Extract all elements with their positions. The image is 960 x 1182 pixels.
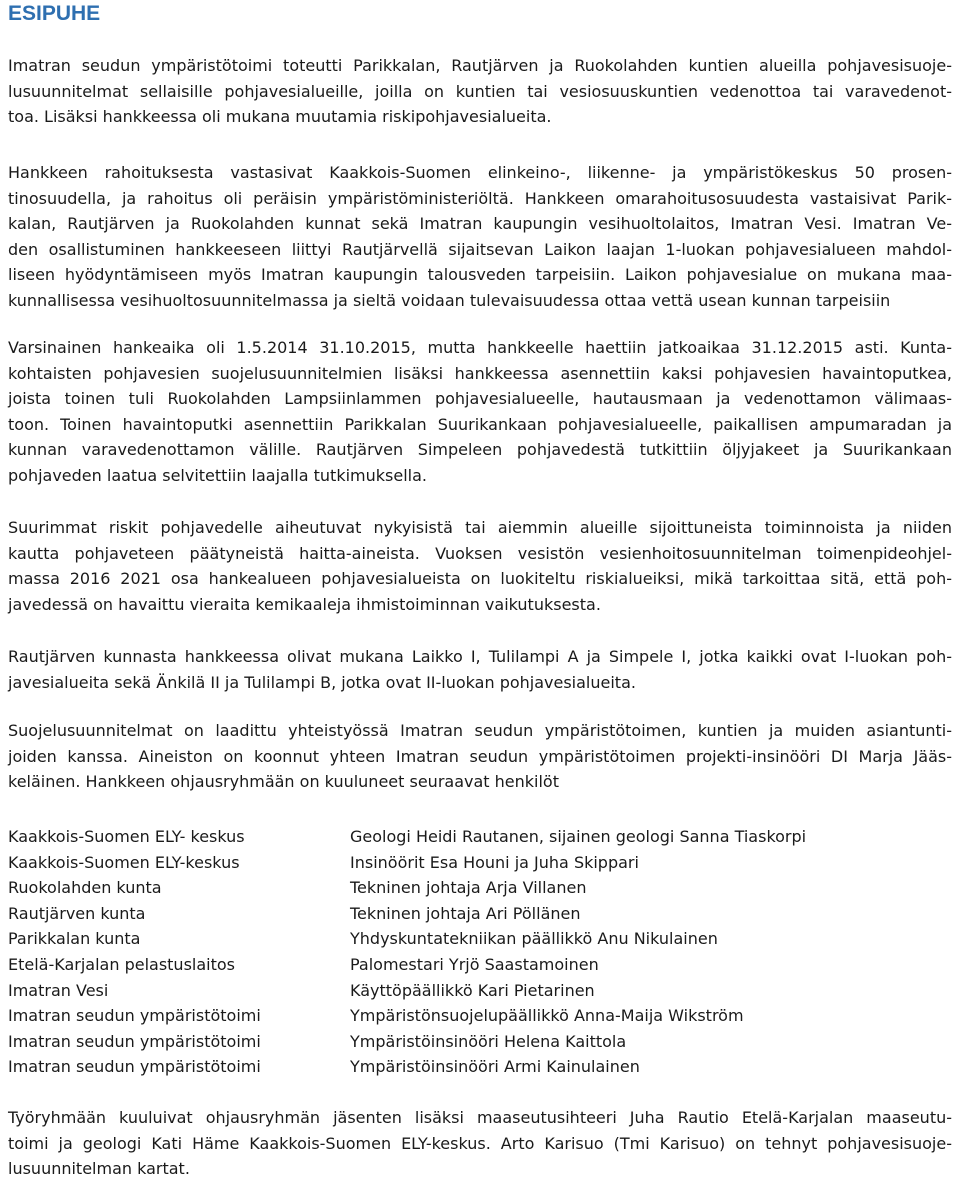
rautjarvi-paragraph [8, 644, 952, 695]
text-line: lusuunnitelman kartat. [8, 1159, 190, 1179]
text-line: lusuunnitelmat sellaisille pohjavesialueille, joilla on kuntien tai vesiosuuskuntien vedenottoa tai varavedenot- [8, 81, 952, 101]
list-item [8, 926, 952, 952]
list-item [8, 824, 952, 850]
member-name: Käyttöpäällikkö Kari Pietarinen [350, 980, 595, 1000]
organization-name: Parikkalan kunta [8, 929, 141, 949]
text-line: toimi ja geologi Kati Häme Kaakkois-Suomen ELY-keskus. Arto Karisuo (Tmi Karisuo) on tehnyt pohjavesisuoje- [8, 1133, 952, 1153]
cooperation-paragraph [8, 718, 952, 795]
text-line: joista toinen tuli Ruokolahden Lampsiinlammen pohjavesialueelle, hautausmaan ja vedenottamon välimaas- [8, 389, 952, 409]
funding-paragraph [8, 160, 952, 314]
text-line: kalan, Rautjärven ja Ruokolahden kunnat sekä Imatran kaupungin vesihuoltolaitos, Imatran Vesi. Imatran Ve- [8, 214, 952, 234]
member-name: Ympäristöinsinööri Helena Kaittola [350, 1031, 627, 1051]
list-item [8, 1029, 952, 1055]
text-line: kunnallisessa vesihuoltosuunnitelmassa ja sieltä voidaan tulevaisuudessa ottaa vettä usean kunnan tarpeisiin [8, 290, 891, 310]
organization-name: Rautjärven kunta [8, 903, 146, 923]
list-item [8, 952, 952, 978]
member-name: Tekninen johtaja Arja Villanen [350, 878, 587, 898]
text-line: pohjaveden laatua selvitettiin laajalla tutkimuksella. [8, 465, 427, 485]
text-line: javesialueita sekä Änkilä II ja Tulilampi B, jotka ovat II-luokan pohjavesialueita. [8, 672, 636, 692]
risks-paragraph [8, 515, 952, 617]
member-name: Palomestari Yrjö Saastamoinen [350, 954, 599, 974]
list-item [8, 1003, 952, 1029]
list-item [8, 1054, 952, 1080]
member-name: Insinöörit Esa Houni ja Juha Skippari [350, 852, 639, 872]
text-line: liseen hyödyntämiseen myös Imatran kaupungin talousveden tarpeisiin. Laikon pohjavesialue on mukana maa- [8, 265, 952, 285]
text-line: kautta pohjaveteen päätyneistä haitta-aineista. Vuoksen vesistön vesienhoitosuunnitelman toimenpideohjel- [8, 543, 952, 563]
list-item [8, 875, 952, 901]
text-line: kohtaisten pohjavesien suojelusuunnitelmien lisäksi hankkeessa asennettiin kaksi pohjavesien havaintoputkea, [8, 363, 952, 383]
member-name: Yhdyskuntatekniikan päällikkö Anu Nikulainen [350, 929, 718, 949]
organization-name: Imatran seudun ympäristötoimi [8, 1057, 261, 1077]
organization-name: Imatran seudun ympäristötoimi [8, 1006, 261, 1026]
text-line: Imatran seudun ympäristötoimi toteutti Parikkalan, Rautjärven ja Ruokolahden kuntien alueilla pohjavesisuoje- [8, 56, 952, 75]
organization-name: Kaakkois-Suomen ELY- keskus [8, 827, 245, 846]
member-name: Ympäristönsuojelupäällikkö Anna-Maija Wikström [350, 1006, 744, 1026]
intro-paragraph [8, 53, 952, 130]
text-line: Työryhmään kuuluivat ohjausryhmän jäsenten lisäksi maaseutusihteeri Juha Rautio Etelä-Karjalan maaseutu- [8, 1108, 952, 1127]
text-line: Varsinainen hankeaika oli 1.5.2014 31.10.2015, mutta hankkeelle haettiin jatkoaikaa 31.12.2015 asti. Kunta- [8, 338, 952, 357]
list-item [8, 850, 952, 876]
working-group-paragraph [8, 1105, 952, 1182]
text-line: massa 2016 2021 osa hankealueen pohjavesialueista on luokiteltu riskialueiksi, mikä tarkoittaa sitä, että poh- [8, 569, 952, 589]
text-line: keläinen. Hankkeen ohjausryhmään on kuuluneet seuraavat henkilöt [8, 772, 559, 792]
organization-name: Imatran seudun ympäristötoimi [8, 1031, 261, 1051]
organization-name: Ruokolahden kunta [8, 878, 162, 898]
page-title: ESIPUHE [8, 2, 101, 25]
steering-group-list [8, 824, 952, 1080]
text-line: toa. Lisäksi hankkeessa oli mukana muutamia riskipohjavesialueita. [8, 107, 552, 127]
text-line: Suurimmat riskit pohjavedelle aiheutuvat nykyisistä tai aiemmin alueille sijoittuneista toiminnoista ja niiden [8, 518, 952, 537]
text-line: tinosuudella, ja rahoitus oli peräisin ympäristöministeriöltä. Hankkeen omarahoitusosuudesta vastaisivat Parik- [8, 188, 952, 208]
list-item [8, 978, 952, 1004]
text-line: kunnan varavedenottamon välille. Rautjärven Simpeleen pohjavedestä tutkittiin öljyjakeet ja Suurikankaan [8, 440, 952, 460]
member-name: Ympäristöinsinööri Armi Kainulainen [350, 1057, 640, 1077]
member-name: Tekninen johtaja Ari Pöllänen [350, 903, 581, 923]
organization-name: Etelä-Karjalan pelastuslaitos [8, 954, 235, 974]
text-line: den osallistuminen hankkeeseen liittyi Rautjärvellä sijaitsevan Laikon laajan 1-luokan pohjavesialueen mahdol- [8, 239, 952, 259]
text-line: joiden kanssa. Aineiston on koonnut yhteen Imatran seudun ympäristötoimen projekti-insinööri DI Marja Jääs- [8, 746, 952, 766]
organization-name: Kaakkois-Suomen ELY-keskus [8, 852, 240, 872]
member-name: Geologi Heidi Rautanen, sijainen geologi Sanna Tiaskorpi [350, 827, 807, 846]
organization-name: Imatran Vesi [8, 980, 109, 1000]
text-line: toon. Toinen havaintoputki asennettiin Parikkalan Suurikankaan pohjavesialueelle, paikallisen ampumaradan ja [8, 414, 952, 434]
text-line: Hankkeen rahoituksesta vastasivat Kaakkois-Suomen elinkeino-, liikenne- ja ympäristökeskus 50 prosen- [8, 163, 952, 182]
text-line: javedessä on havaittu vieraita kemikaaleja ihmistoiminnan vaikutuksesta. [8, 594, 601, 614]
timeline-paragraph [8, 335, 952, 489]
list-item [8, 901, 952, 927]
text-line: Suojelusuunnitelmat on laadittu yhteistyössä Imatran seudun ympäristötoimen, kuntien ja muiden asiantunti- [8, 721, 952, 740]
text-line: Rautjärven kunnasta hankkeessa olivat mukana Laikko I, Tulilampi A ja Simpele I, jotka kaikki ovat I-luokan poh- [8, 647, 952, 666]
